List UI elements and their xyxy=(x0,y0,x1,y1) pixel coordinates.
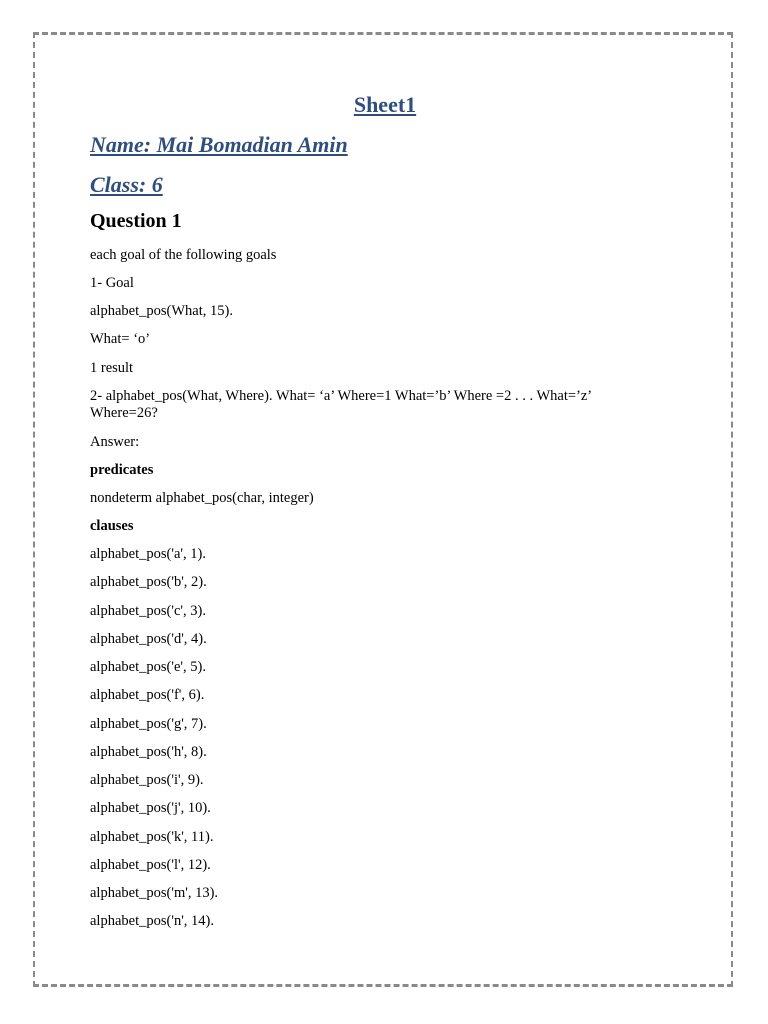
goal2-text: 2- alphabet_pos(What, Where). What= ‘a’ Where=1 What=’b’ Where =2 . . . What=’z’ Where=26? xyxy=(90,388,592,421)
predicate-declaration: nondeterm alphabet_pos(char, integer) xyxy=(90,490,314,506)
clause-line: alphabet_pos('k', 11). xyxy=(90,829,214,845)
clause-line: alphabet_pos('h', 8). xyxy=(90,744,207,760)
goal1-label: 1- Goal xyxy=(90,275,134,291)
clause-line: alphabet_pos('e', 5). xyxy=(90,659,206,675)
clause-line: alphabet_pos('f', 6). xyxy=(90,687,205,703)
clause-line: alphabet_pos('j', 10). xyxy=(90,800,211,816)
class-line: Class: 6 xyxy=(90,172,163,197)
clause-line: alphabet_pos('b', 2). xyxy=(90,574,207,590)
clause-line: alphabet_pos('a', 1). xyxy=(90,546,206,562)
clause-line: alphabet_pos('m', 13). xyxy=(90,885,219,901)
clause-line: alphabet_pos('d', 4). xyxy=(90,631,207,647)
question-heading: Question 1 xyxy=(90,210,182,232)
clauses-label: clauses xyxy=(90,518,134,534)
clause-line: alphabet_pos('l', 12). xyxy=(90,857,211,873)
goal1-query: alphabet_pos(What, 15). xyxy=(90,303,233,319)
answer-label: Answer: xyxy=(90,434,140,450)
clause-line: alphabet_pos('i', 9). xyxy=(90,772,204,788)
sheet-title: Sheet1 xyxy=(353,92,417,117)
predicates-label: predicates xyxy=(90,462,154,478)
goal1-result: 1 result xyxy=(90,360,134,376)
student-name: Name: Mai Bomadian Amin xyxy=(90,132,348,157)
clause-line: alphabet_pos('n', 14). xyxy=(90,913,215,929)
intro-text: each goal of the following goals xyxy=(90,247,277,263)
goal1-answer: What= ‘o’ xyxy=(90,331,151,347)
clause-line: alphabet_pos('g', 7). xyxy=(90,716,207,732)
clause-line: alphabet_pos('c', 3). xyxy=(90,603,206,619)
